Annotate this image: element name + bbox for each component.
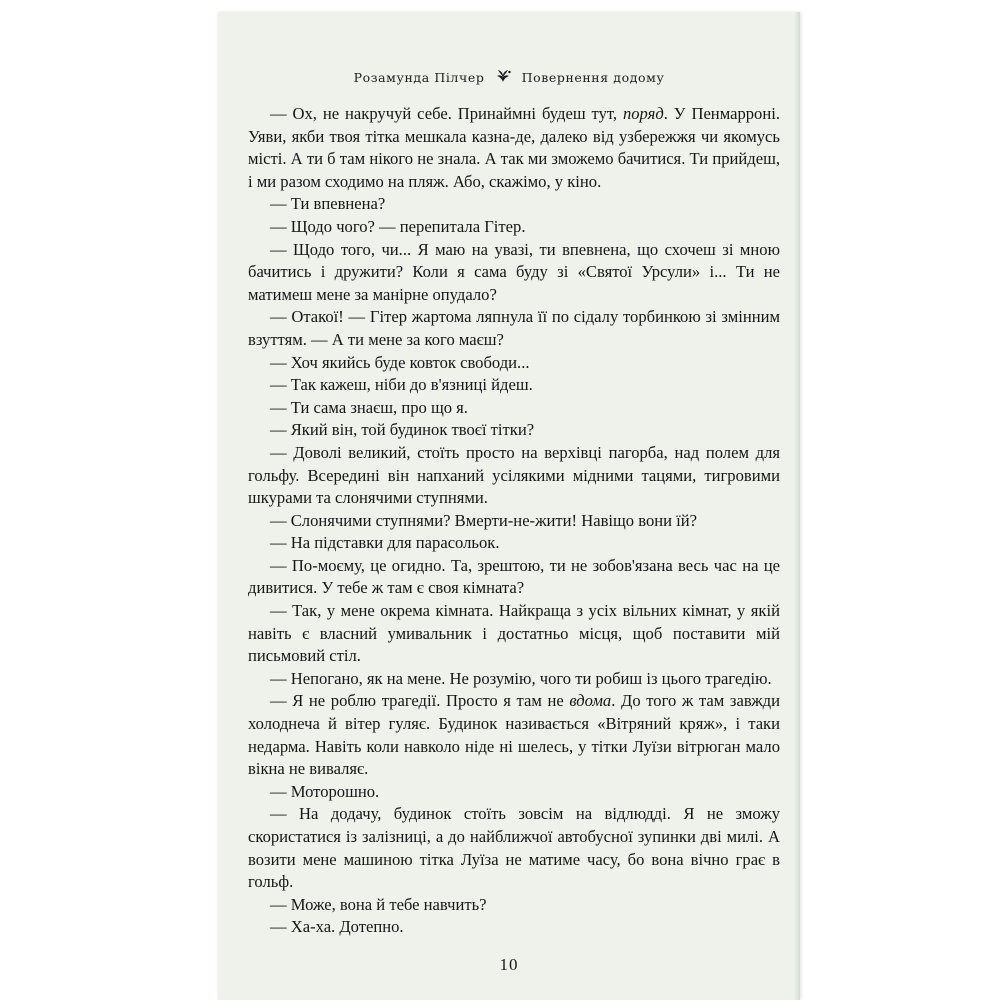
page-edge-shadow xyxy=(794,12,800,1000)
dialogue-paragraph xyxy=(248,397,780,420)
italic-emphasis: поряд xyxy=(622,104,664,123)
page-body-text xyxy=(248,103,780,939)
dialogue-paragraph xyxy=(248,193,780,216)
dialogue-paragraph xyxy=(248,555,780,600)
text-run: — Щодо чого? — перепитала Гітер. xyxy=(270,216,526,236)
text-run: — Який він, той будинок твоєї тітки? xyxy=(270,420,535,440)
text-run: — Ти сама знаєш, про що я. xyxy=(270,397,468,417)
dialogue-paragraph xyxy=(248,690,780,780)
text-run: — Слонячими ступнями? Вмерти-не-жити! Навіщо вони їй? xyxy=(270,510,698,530)
leaf-ornament-icon xyxy=(495,68,511,87)
text-run: — Так кажеш, ніби до в'язниці йдеш. xyxy=(270,375,533,395)
text-run: — Я не роблю трагедії. Просто я там не xyxy=(270,691,570,711)
dialogue-paragraph xyxy=(248,419,780,442)
dialogue-paragraph xyxy=(248,894,780,917)
header-author: Розамунда Пілчер xyxy=(353,70,485,85)
text-run: — На додачу, будинок стоїть зовсім на відлюдді. Я не зможу скористатися із залізниці, а до найближчої автобусної зупинки дві милі. А возити мене машиною тітка Луїза не матиме часу, бо вона вічно грає в гольф. xyxy=(248,804,780,892)
dialogue-paragraph xyxy=(248,916,780,939)
dialogue-paragraph xyxy=(248,803,780,893)
dialogue-paragraph xyxy=(248,374,780,397)
dialogue-paragraph xyxy=(248,239,780,307)
italic-emphasis: вдома xyxy=(569,691,612,711)
text-run: — Моторошно. xyxy=(270,781,380,801)
text-run: — На підставки для парасольок. xyxy=(270,533,500,553)
dialogue-paragraph xyxy=(248,600,780,668)
dialogue-paragraph xyxy=(248,306,780,351)
dialogue-paragraph xyxy=(248,781,780,804)
text-run: — Ха-ха. Дотепно. xyxy=(270,917,404,937)
text-run: — Ти впевнена? xyxy=(270,194,386,214)
dialogue-paragraph xyxy=(248,103,780,193)
dialogue-paragraph xyxy=(248,532,780,555)
text-run: — Може, вона й тебе навчить? xyxy=(270,894,487,914)
dialogue-paragraph xyxy=(248,442,780,510)
text-run: — Непогано, як на мене. Не розумію, чого ти робиш із цього трагедію. xyxy=(270,668,772,688)
running-header xyxy=(218,68,800,87)
text-run: — По-моєму, це огидно. Та, зрештою, ти не зобов'язана весь час на це дивитися. У тебе ж там є своя кімната? xyxy=(248,555,780,598)
dialogue-paragraph xyxy=(248,510,780,533)
book-page xyxy=(218,12,800,1000)
text-run: . До того ж там завжди холоднеча й вітер гуляє. Будинок називається «Вітряний кряж», і таки недарма. Навіть коли навколо ніде ні шелесь, у тітки Луїзи вітрюган мало вікна не виваляє. xyxy=(248,691,780,779)
text-run: — Ох, не накручуй себе. Принаймні будеш тут, xyxy=(270,104,623,123)
dialogue-paragraph xyxy=(248,216,780,239)
text-run: — Хоч якийсь буде ковток свободи... xyxy=(270,352,530,372)
text-run: — Доволі великий, стоїть просто на верхівці пагорба, над полем для гольфу. Всередині він напханий усілякими мідними тацями, тигровими шкурами та слонячими ступнями. xyxy=(248,442,780,508)
text-run: — Так, у мене окрема кімната. Найкраща з усіх вільних кімнат, у якій навіть є власний умивальник і достатньо місця, щоб поставити мій письмовий стіл. xyxy=(248,601,780,666)
text-run: — Отакої! — Гітер жартома ляпнула її по сідалу торбинкою зі змінним взуттям. — А ти мене за кого маєш? xyxy=(248,307,780,349)
header-title: Повернення додому xyxy=(521,70,665,85)
dialogue-paragraph xyxy=(248,352,780,375)
text-run: — Щодо того, чи... Я маю на увазі, ти впевнена, що схочеш зі мною бачитись і дружити? Коли я сама буду зі «Святої Урсули» і... Ти не матимеш мене за манірне опудало? xyxy=(248,239,780,304)
dialogue-paragraph xyxy=(248,668,780,691)
page-number: 10 xyxy=(499,955,519,974)
text-run: . У Пенмарроні. Уяви, якби твоя тітка мешкала казна-де, далеко від узбережжя чи якомусь місті. А ти б там нікого не знала. А так ми зможемо бачитися. Ти прийдеш, і ми разом сходимо на пляж. Або, скажімо, у кіно. xyxy=(248,104,780,191)
